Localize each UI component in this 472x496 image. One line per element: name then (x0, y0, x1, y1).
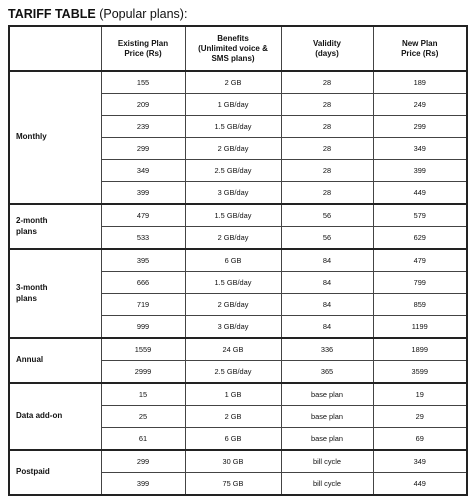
validity-cell: 28 (281, 116, 373, 138)
plan-category-cell (9, 450, 101, 495)
benefits-cell: 30 GB (185, 450, 281, 473)
plan-category-cell (9, 204, 101, 249)
new-price-cell: 189 (373, 71, 467, 94)
plan-category-label: Monthly (16, 132, 47, 142)
validity-cell: bill cycle (281, 473, 373, 496)
header-benefits: Benefits (Unlimited voice & SMS plans) (185, 26, 281, 71)
existing-price-cell: 479 (101, 204, 185, 227)
benefits-cell: 2.5 GB/day (185, 361, 281, 384)
new-price-cell: 349 (373, 138, 467, 160)
benefits-cell: 24 GB (185, 338, 281, 361)
benefits-cell: 1 GB/day (185, 94, 281, 116)
tariff-table (8, 25, 468, 496)
page-title-bold: TARIFF TABLE (8, 7, 96, 21)
validity-cell: bill cycle (281, 450, 373, 473)
existing-price-cell: 299 (101, 138, 185, 160)
existing-price-cell: 533 (101, 227, 185, 250)
plan-category-label: Annual (16, 355, 44, 365)
existing-price-cell: 61 (101, 428, 185, 451)
page-title-rest: (Popular plans): (95, 7, 188, 21)
plan-category-cell (9, 71, 101, 204)
table-row (9, 338, 467, 361)
benefits-cell: 2.5 GB/day (185, 160, 281, 182)
validity-cell: 28 (281, 160, 373, 182)
new-price-cell: 3599 (373, 361, 467, 384)
new-price-cell: 349 (373, 450, 467, 473)
benefits-cell: 1 GB (185, 383, 281, 406)
validity-cell: 336 (281, 338, 373, 361)
existing-price-cell: 2999 (101, 361, 185, 384)
benefits-cell: 2 GB/day (185, 294, 281, 316)
validity-cell: base plan (281, 428, 373, 451)
plan-category-cell (9, 338, 101, 383)
new-price-cell: 19 (373, 383, 467, 406)
new-price-cell: 479 (373, 249, 467, 272)
new-price-cell: 299 (373, 116, 467, 138)
existing-price-cell: 399 (101, 182, 185, 205)
existing-price-cell: 155 (101, 71, 185, 94)
new-price-cell: 249 (373, 94, 467, 116)
validity-cell: 56 (281, 227, 373, 250)
existing-price-cell: 395 (101, 249, 185, 272)
plan-category-cell (9, 383, 101, 450)
header-new-price: New Plan Price (Rs) (373, 26, 467, 71)
benefits-cell: 1.5 GB/day (185, 272, 281, 294)
benefits-cell: 1.5 GB/day (185, 204, 281, 227)
table-body (9, 71, 467, 495)
new-price-cell: 1199 (373, 316, 467, 339)
existing-price-cell: 209 (101, 94, 185, 116)
new-price-cell: 1899 (373, 338, 467, 361)
plan-category-label: Postpaid (16, 467, 50, 477)
benefits-cell: 1.5 GB/day (185, 116, 281, 138)
plan-category-label-line2: plans (16, 293, 37, 303)
benefits-cell: 6 GB (185, 428, 281, 451)
table-row (9, 71, 467, 94)
header-existing-price: Existing Plan Price (Rs) (101, 26, 185, 71)
benefits-cell: 3 GB/day (185, 316, 281, 339)
benefits-cell: 2 GB/day (185, 227, 281, 250)
validity-cell: 28 (281, 138, 373, 160)
benefits-cell: 2 GB (185, 406, 281, 428)
existing-price-cell: 719 (101, 294, 185, 316)
new-price-cell: 449 (373, 182, 467, 205)
existing-price-cell: 299 (101, 450, 185, 473)
new-price-cell: 29 (373, 406, 467, 428)
benefits-cell: 6 GB (185, 249, 281, 272)
plan-category-label-line2: plans (16, 226, 37, 236)
validity-cell: 28 (281, 182, 373, 205)
existing-price-cell: 25 (101, 406, 185, 428)
header-row (9, 26, 467, 71)
header-validity: Validity (days) (281, 26, 373, 71)
new-price-cell: 859 (373, 294, 467, 316)
existing-price-cell: 666 (101, 272, 185, 294)
validity-cell: base plan (281, 406, 373, 428)
existing-price-cell: 349 (101, 160, 185, 182)
validity-cell: 84 (281, 272, 373, 294)
table-row (9, 249, 467, 272)
header-category (9, 26, 101, 71)
plan-category-cell (9, 249, 101, 338)
benefits-cell: 2 GB/day (185, 138, 281, 160)
new-price-cell: 629 (373, 227, 467, 250)
plan-category-label: 3-month (16, 283, 48, 293)
validity-cell: 365 (281, 361, 373, 384)
plan-category-label: 2-month (16, 216, 48, 226)
table-row (9, 383, 467, 406)
new-price-cell: 69 (373, 428, 467, 451)
new-price-cell: 579 (373, 204, 467, 227)
validity-cell: 56 (281, 204, 373, 227)
existing-price-cell: 1559 (101, 338, 185, 361)
existing-price-cell: 15 (101, 383, 185, 406)
benefits-cell: 75 GB (185, 473, 281, 496)
existing-price-cell: 999 (101, 316, 185, 339)
table-row (9, 450, 467, 473)
new-price-cell: 799 (373, 272, 467, 294)
new-price-cell: 449 (373, 473, 467, 496)
existing-price-cell: 239 (101, 116, 185, 138)
validity-cell: 28 (281, 71, 373, 94)
page-title (8, 7, 187, 21)
new-price-cell: 399 (373, 160, 467, 182)
benefits-cell: 2 GB (185, 71, 281, 94)
existing-price-cell: 399 (101, 473, 185, 496)
validity-cell: 84 (281, 249, 373, 272)
plan-category-label: Data add-on (16, 411, 63, 421)
validity-cell: 84 (281, 316, 373, 339)
validity-cell: base plan (281, 383, 373, 406)
validity-cell: 28 (281, 94, 373, 116)
benefits-cell: 3 GB/day (185, 182, 281, 205)
validity-cell: 84 (281, 294, 373, 316)
table-row (9, 204, 467, 227)
